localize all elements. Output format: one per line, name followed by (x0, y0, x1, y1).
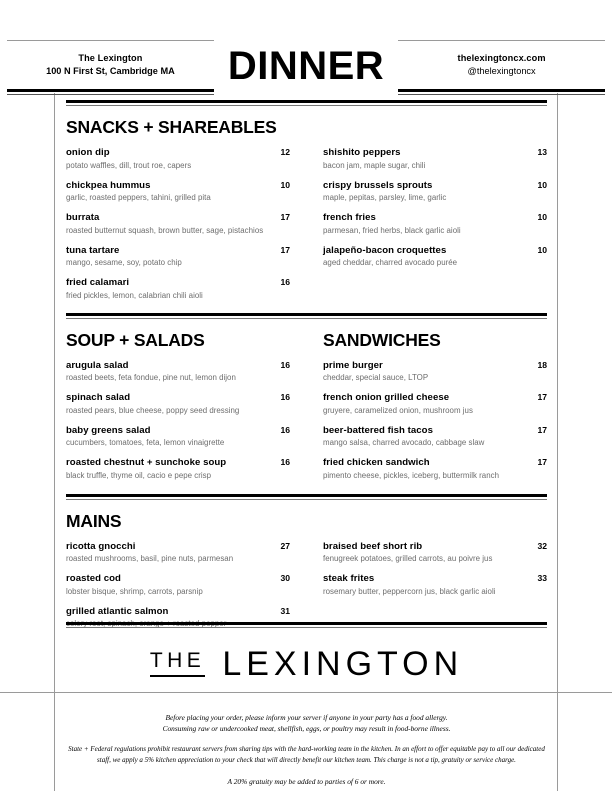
menu-item-description: pimento cheese, pickles, iceberg, buttermilk ranch (323, 470, 499, 480)
menu-item-description: parmesan, fried herbs, black garlic aioli (323, 225, 461, 235)
menu-item-name: beer-battered fish tacos (323, 424, 433, 436)
menu-item-name: arugula salad (66, 359, 129, 371)
menu-item-price: 32 (537, 540, 547, 551)
menu-item-description: gruyere, caramelized onion, mushroom jus (323, 405, 473, 415)
menu-item-price: 16 (280, 277, 290, 287)
menu-item-price: 10 (280, 179, 290, 190)
mains-column-right (323, 541, 547, 629)
page-title: DINNER (227, 44, 385, 88)
menu-item[interactable] (66, 541, 290, 564)
menu-item[interactable] (323, 360, 547, 383)
menu-item-description: bacon jam, maple sugar, chili (323, 160, 426, 170)
menu-item[interactable] (66, 573, 290, 596)
menu-item-price: 17 (280, 212, 290, 222)
page-guide-bottom (0, 692, 612, 693)
menu-item[interactable] (323, 457, 547, 480)
mains-column-left (66, 541, 290, 629)
kitchen-appreciation-notice: State + Federal regulations prohibit restaurant servers from sharing tips with the hard-working team in the kitchen. In an effort to offer equitable pay to all our dedicated staff, we apply a 5% kitchen appreciation to your check that will directly benefit our kitchen team. This charge is not a tip, gratuity or service charge. (68, 745, 545, 765)
menu-item-description: cheddar, special sauce, LTOP (323, 373, 429, 382)
menu-item-price: 12 (280, 147, 290, 157)
menu-item-description: mango, sesame, soy, potato chip (66, 258, 182, 267)
menu-item-name: steak frites (323, 573, 375, 584)
menu-item-description: fried pickles, lemon, calabrian chili aioli (66, 290, 203, 300)
section-heading-soup-salads: SOUP + SALADS (66, 329, 205, 350)
snacks-column-right (323, 147, 547, 300)
menu-item-price: 30 (280, 573, 290, 583)
menu-item-name: prime burger (323, 359, 383, 371)
menu-item[interactable] (323, 147, 547, 170)
menu-item[interactable] (323, 212, 547, 235)
menu-item-name: roasted chestnut + sunchoke soup (66, 457, 227, 468)
restaurant-logo (66, 647, 547, 681)
soup-salads-column (66, 319, 290, 480)
menu-item-description: roasted pears, blue cheese, poppy seed dressing (66, 405, 240, 415)
menu-item-description: fenugreek potatoes, grilled carrots, au poivre jus (323, 554, 493, 563)
menu-item-price: 10 (537, 179, 547, 190)
menu-item-description: aged cheddar, charred avocado purée (323, 258, 458, 267)
menu-item[interactable] (66, 147, 290, 170)
menu-item-price: 17 (537, 457, 547, 467)
menu-item-name: french fries (323, 212, 376, 223)
menu-item[interactable] (66, 425, 290, 448)
restaurant-social-handle: @thelexingtoncx (467, 66, 536, 76)
section-divider (66, 494, 547, 500)
menu-section-snacks (66, 100, 547, 300)
menu-item[interactable] (323, 180, 547, 203)
menu-item-description: mango salsa, charred avocado, cabbage slaw (323, 438, 485, 447)
menu-item-name: fried chicken sandwich (323, 457, 430, 468)
menu-item[interactable] (66, 392, 290, 415)
menu-item-name: jalapeño-bacon croquettes (323, 244, 447, 256)
menu-item-name: ricotta gnocchi (66, 540, 136, 552)
menu-item-price: 10 (537, 212, 547, 222)
allergy-notice-line-1: Before placing your order, please inform your server if anyone in your party has a food allergy. (165, 713, 448, 722)
restaurant-website: thelexingtoncx.com (457, 52, 546, 63)
menu-item-name: fried calamari (66, 277, 130, 288)
snacks-column-left (66, 147, 290, 300)
logo-the-text: THE (150, 650, 206, 677)
menu-item-description: black truffle, thyme oil, cacio e pepe crisp (66, 470, 212, 480)
menu-item-price: 10 (537, 244, 547, 255)
menu-item-description: garlic, roasted peppers, tahini, grilled pita (66, 193, 211, 202)
menu-item-description: rosemary butter, peppercorn jus, black garlic aioli (323, 586, 496, 596)
header-restaurant-info (7, 40, 214, 92)
menu-item-price: 31 (280, 605, 290, 616)
menu-item-description: potato waffles, dill, trout roe, capers (66, 160, 192, 170)
menu-item-price: 16 (280, 424, 290, 435)
page-guide-left (54, 93, 55, 791)
menu-item[interactable] (66, 457, 290, 480)
menu-item-price: 18 (537, 359, 547, 370)
menu-item[interactable] (323, 573, 547, 596)
menu-item-name: spinach salad (66, 392, 131, 403)
sandwiches-column (323, 319, 547, 480)
menu-item-name: burrata (66, 212, 100, 223)
section-heading-snacks: SNACKS + SHAREABLES (66, 117, 277, 137)
menu-item-price: 17 (537, 424, 547, 435)
menu-item-price: 16 (280, 457, 290, 467)
menu-item-name: french onion grilled cheese (323, 392, 450, 403)
menu-item[interactable] (323, 541, 547, 564)
menu-item-name: onion dip (66, 147, 110, 158)
menu-item-description: roasted mushrooms, basil, pine nuts, parmesan (66, 554, 234, 563)
menu-item-price: 27 (280, 540, 290, 551)
footer-logo-block (66, 622, 547, 681)
allergy-notice (66, 712, 547, 734)
menu-item-price: 13 (537, 147, 547, 157)
menu-item-name: tuna tartare (66, 244, 120, 256)
menu-item-name: grilled atlantic salmon (66, 605, 169, 617)
menu-item-description: roasted beets, feta fondue, pine nut, lemon dijon (66, 373, 236, 382)
menu-item-description: cucumbers, tomatoes, feta, lemon vinaigrette (66, 438, 225, 447)
menu-item-description: roasted butternut squash, brown butter, sage, pistachios (66, 225, 264, 235)
menu-item-description: maple, pepitas, parsley, lime, garlic (323, 193, 447, 202)
menu-item-name: shishito peppers (323, 147, 401, 158)
menu-section-mains (66, 494, 547, 629)
section-divider (66, 100, 547, 106)
menu-item-price: 17 (537, 392, 547, 402)
page-guide-right (557, 93, 558, 791)
menu-item-name: baby greens salad (66, 424, 151, 436)
menu-item-description: lobster bisque, shrimp, carrots, parsnip (66, 586, 203, 596)
menu-item[interactable] (323, 425, 547, 448)
menu-section-soup-salads-sandwiches (66, 313, 547, 480)
menu-item-name: roasted cod (66, 573, 121, 584)
footer-fine-print (66, 712, 547, 787)
menu-item-price: 17 (280, 244, 290, 255)
menu-item-name: crispy brussels sprouts (323, 179, 433, 191)
menu-item[interactable] (66, 245, 290, 268)
menu-header (0, 40, 612, 92)
section-heading-sandwiches: SANDWICHES (323, 329, 441, 350)
menu-item[interactable] (323, 245, 547, 268)
header-contact-info (398, 40, 605, 92)
menu-item[interactable] (323, 392, 547, 415)
menu-item[interactable] (66, 212, 290, 235)
gratuity-notice: A 20% gratuity may be added to parties of 6 or more. (227, 776, 386, 786)
menu-item-price: 33 (537, 573, 547, 583)
allergy-notice-line-2: Consuming raw or undercooked meat, shellfish, eggs, or poultry may result in food-borne illness. (162, 724, 451, 734)
menu-item[interactable] (66, 277, 290, 300)
menu-item-price: 16 (280, 392, 290, 402)
menu-item[interactable] (66, 360, 290, 383)
restaurant-name: The Lexington (78, 52, 143, 63)
menu-item-description: celery root, spinach, orange + roasted pepper (66, 619, 227, 628)
logo-name-text: LEXINGTON (222, 645, 464, 683)
restaurant-address: 100 N First St, Cambridge MA (46, 66, 175, 76)
menu-item-name: braised beef short rib (323, 540, 423, 552)
section-divider (66, 622, 547, 628)
menu-body (66, 100, 547, 628)
menu-item-price: 16 (280, 359, 290, 370)
menu-item[interactable] (66, 180, 290, 203)
section-heading-mains: MAINS (66, 510, 122, 531)
menu-item-name: chickpea hummus (66, 179, 151, 191)
